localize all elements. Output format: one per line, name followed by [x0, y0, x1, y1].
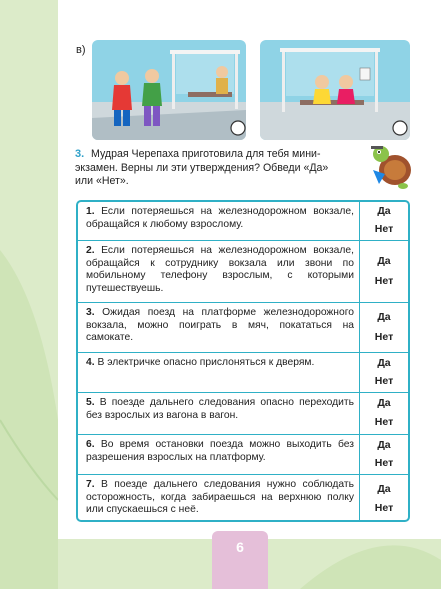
answer-no[interactable]: Нет	[374, 457, 394, 469]
answer-no[interactable]: Нет	[374, 223, 394, 235]
statement-text: В поезде дальнего следования нужно соблюдать осторожность, когда забираешься на верхнюю полку или спускаешься с неё.	[86, 479, 354, 516]
statement-text: Если потеряешься на железнодорожном вокзале, обращайся к сотруднику вокзала или звони по мобильному телефону взрослым, с которыми путешествуешь.	[86, 245, 354, 294]
answer-cell	[360, 475, 408, 520]
task-instruction-text: Мудрая Черепаха приготовила для тебя мини-экзамен. Верны ли эти утверждения? Обведи «Да» или «Нет».	[75, 148, 329, 187]
answer-yes[interactable]: Да	[377, 255, 391, 267]
answer-yes[interactable]: Да	[377, 205, 391, 217]
answer-no[interactable]: Нет	[374, 416, 394, 428]
answer-cell	[360, 353, 408, 392]
statement-number: 1.	[86, 206, 95, 217]
statement-text: Во время остановки поезда можно выходить без разрешения взрослых на платформу.	[86, 439, 354, 463]
statement-text-cell	[78, 475, 360, 520]
answer-no[interactable]: Нет	[374, 331, 394, 343]
task-instruction	[75, 148, 347, 189]
answer-cell	[360, 303, 408, 352]
answer-no[interactable]: Нет	[374, 375, 394, 387]
picture-label: в)	[76, 44, 86, 56]
statement-row	[78, 202, 408, 240]
statement-row	[78, 474, 408, 520]
statement-text-cell	[78, 353, 360, 392]
statement-row	[78, 302, 408, 352]
illustration-children-waiting-at-stop	[260, 40, 410, 140]
statement-number: 4.	[86, 357, 95, 368]
statement-text: В электричке опасно прислоняться к дверям.	[97, 357, 315, 368]
statement-text: Если потеряешься на железнодорожном вокзале, обращайся к любому взрослому.	[86, 206, 354, 230]
answer-yes[interactable]: Да	[377, 483, 391, 495]
statement-text: В поезде дальнего следования опасно переходить без взрослых из вагона в вагон.	[86, 397, 354, 421]
illustration-children-playing-at-stop	[92, 40, 246, 140]
statement-number: 3.	[86, 307, 95, 318]
wise-turtle-mascot	[369, 140, 413, 197]
statement-number: 2.	[86, 245, 95, 256]
answer-yes[interactable]: Да	[377, 357, 391, 369]
answer-no[interactable]: Нет	[374, 502, 394, 514]
statement-row	[78, 434, 408, 474]
statement-row	[78, 240, 408, 302]
statement-number: 7.	[86, 479, 95, 490]
answer-cell	[360, 435, 408, 474]
answer-cell	[360, 202, 408, 240]
page-number-tab	[212, 531, 268, 589]
answer-no[interactable]: Нет	[374, 275, 394, 287]
statement-row	[78, 352, 408, 392]
answer-yes[interactable]: Да	[377, 311, 391, 323]
statement-number: 5.	[86, 397, 95, 408]
statements-table	[76, 200, 410, 522]
statement-text-cell	[78, 393, 360, 434]
statement-text-cell	[78, 435, 360, 474]
statement-number: 6.	[86, 439, 95, 450]
statement-text: Ожидая поезд на платформе железнодорожного вокзала, можно поиграть в мяч, покататься на самокате.	[86, 307, 354, 344]
answer-cell	[360, 241, 408, 302]
statement-text-cell	[78, 202, 360, 240]
answer-cell	[360, 393, 408, 434]
answer-yes[interactable]: Да	[377, 439, 391, 451]
page-number: 6	[236, 539, 244, 555]
statement-row	[78, 392, 408, 434]
statement-text-cell	[78, 303, 360, 352]
statement-text-cell	[78, 241, 360, 302]
task-number: 3.	[75, 148, 85, 160]
answer-yes[interactable]: Да	[377, 397, 391, 409]
